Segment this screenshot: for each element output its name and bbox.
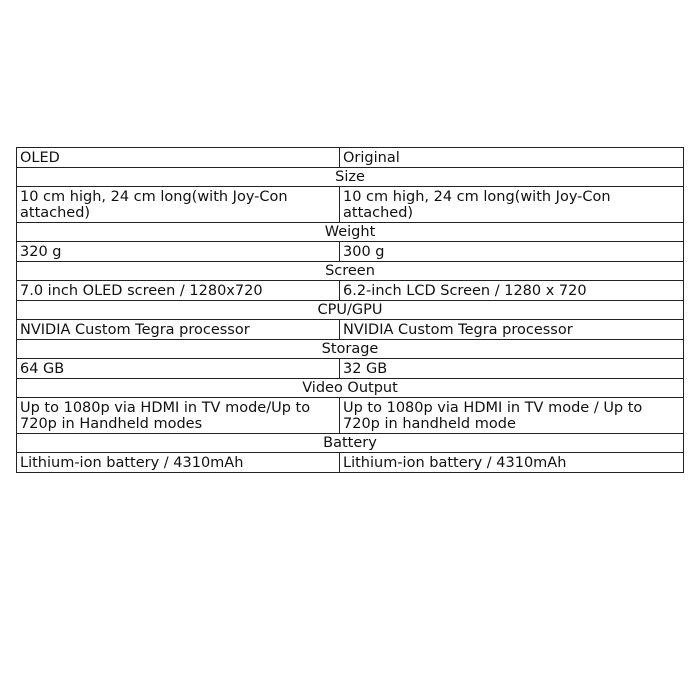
section-title-video-output: Video Output [17, 379, 684, 398]
original-value-screen: 6.2-inch LCD Screen / 1280 x 720 [340, 281, 684, 301]
value-row-storage [17, 359, 684, 379]
oled-value-cpu-gpu: NVIDIA Custom Tegra processor [17, 320, 340, 340]
oled-value-video-output: Up to 1080p via HDMI in TV mode/Up to 720p in Handheld modes [17, 398, 340, 434]
value-row-video-output [17, 398, 684, 434]
section-title-cpu-gpu: CPU/GPU [17, 301, 684, 320]
value-row-size [17, 187, 684, 223]
original-value-battery: Lithium-ion battery / 4310mAh [340, 453, 684, 473]
section-row-screen [17, 262, 684, 281]
column-header-original: Original [340, 148, 684, 168]
section-row-cpu-gpu [17, 301, 684, 320]
value-row-cpu-gpu [17, 320, 684, 340]
section-row-video-output [17, 379, 684, 398]
original-value-cpu-gpu: NVIDIA Custom Tegra processor [340, 320, 684, 340]
section-row-weight [17, 223, 684, 242]
oled-value-screen: 7.0 inch OLED screen / 1280x720 [17, 281, 340, 301]
value-row-battery [17, 453, 684, 473]
value-row-screen [17, 281, 684, 301]
section-row-size [17, 168, 684, 187]
column-header-oled: OLED [17, 148, 340, 168]
original-value-size: 10 cm high, 24 cm long(with Joy-Con attached) [340, 187, 684, 223]
oled-value-battery: Lithium-ion battery / 4310mAh [17, 453, 340, 473]
comparison-table-body [17, 148, 684, 473]
original-value-video-output: Up to 1080p via HDMI in TV mode / Up to 720p in handheld mode [340, 398, 684, 434]
oled-value-weight: 320 g [17, 242, 340, 262]
original-value-storage: 32 GB [340, 359, 684, 379]
oled-value-storage: 64 GB [17, 359, 340, 379]
section-title-battery: Battery [17, 434, 684, 453]
comparison-table [16, 147, 684, 473]
section-title-size: Size [17, 168, 684, 187]
section-title-weight: Weight [17, 223, 684, 242]
section-row-storage [17, 340, 684, 359]
oled-value-size: 10 cm high, 24 cm long(with Joy-Con attached) [17, 187, 340, 223]
section-row-battery [17, 434, 684, 453]
value-row-weight [17, 242, 684, 262]
section-title-storage: Storage [17, 340, 684, 359]
header-row [17, 148, 684, 168]
original-value-weight: 300 g [340, 242, 684, 262]
section-title-screen: Screen [17, 262, 684, 281]
